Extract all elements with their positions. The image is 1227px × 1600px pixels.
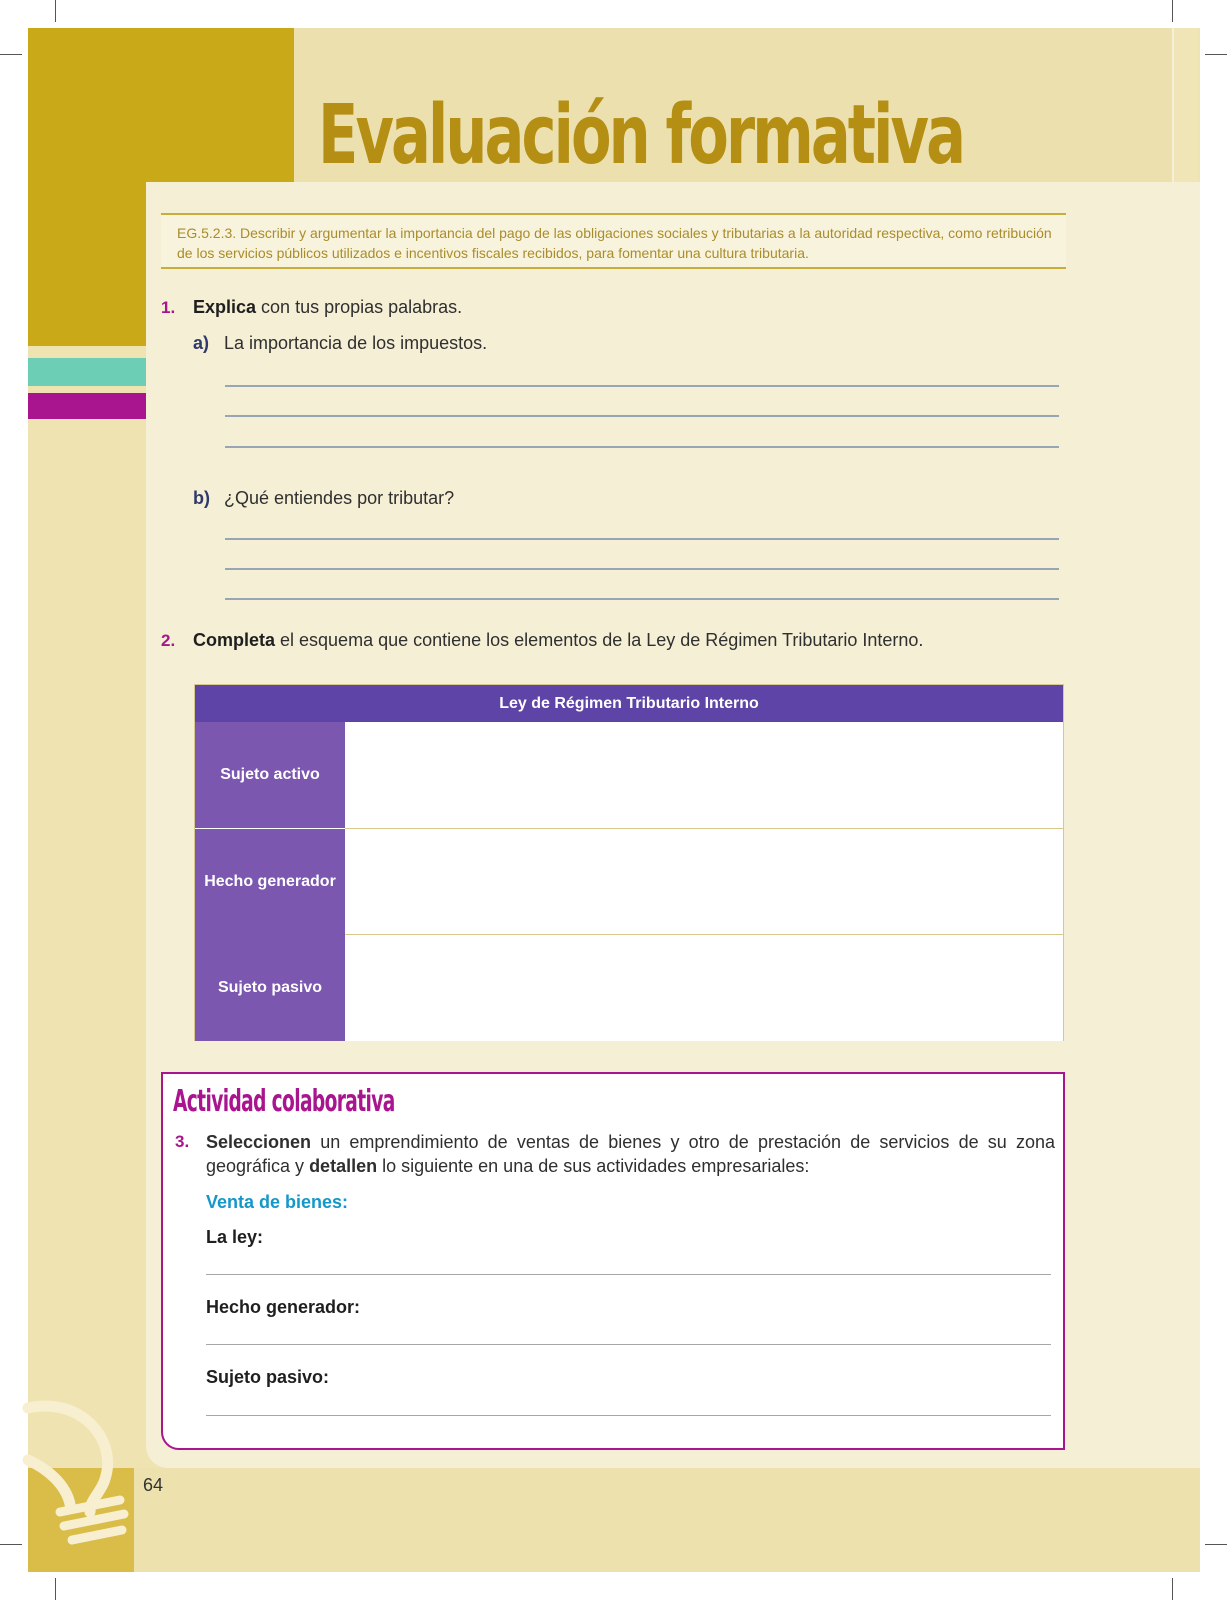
table-header: Ley de Régimen Tributario Interno bbox=[195, 685, 1063, 722]
objective-box bbox=[161, 213, 1066, 269]
table-answer-cell[interactable] bbox=[345, 722, 1063, 828]
table-row-label: Sujeto pasivo bbox=[195, 935, 345, 1041]
question-number: 2. bbox=[161, 631, 176, 650]
crop-mark bbox=[1205, 54, 1227, 55]
question-2-verb: Completa bbox=[193, 630, 276, 650]
question-3-verb-1: Seleccionen bbox=[206, 1132, 312, 1152]
question-1-text bbox=[193, 297, 462, 318]
crop-mark bbox=[55, 0, 56, 22]
crop-mark bbox=[55, 1578, 56, 1600]
question-3-verb-2: detallen bbox=[309, 1156, 378, 1176]
crop-mark bbox=[1205, 1544, 1227, 1545]
question-number: 3. bbox=[175, 1132, 190, 1151]
bottom-band bbox=[28, 1468, 1200, 1572]
teal-accent-bar bbox=[28, 358, 146, 386]
question-1-rest: con tus propias palabras. bbox=[256, 297, 463, 317]
question-2-text bbox=[193, 630, 923, 651]
objective-line-2: de los servicios públicos utilizados e incentivos fiscales recibidos, para fomentar una cultura tributaria. bbox=[177, 245, 809, 261]
table-row-label: Hecho generador bbox=[195, 829, 345, 935]
question-3-text-1: un emprendimiento de ventas de bienes y otro de prestación de servicios de su zona geográfica y bbox=[206, 1132, 1055, 1176]
field-label-sujeto-pasivo: Sujeto pasivo: bbox=[206, 1367, 330, 1387]
crop-mark bbox=[1172, 1578, 1173, 1600]
question-1b bbox=[193, 488, 210, 509]
field-label-ley: La ley: bbox=[206, 1227, 264, 1247]
question-1-verb: Explica bbox=[193, 297, 257, 317]
objective-line-1: EG.5.2.3. Describir y argumentar la importancia del pago de las obligaciones sociales y tributarias a la autoridad respectiva, como retribución bbox=[177, 225, 1052, 241]
subquestion-letter: a) bbox=[193, 333, 210, 353]
answer-line[interactable] bbox=[225, 415, 1059, 417]
question-1b-text: ¿Qué entiendes por tributar? bbox=[224, 488, 455, 508]
answer-line[interactable] bbox=[225, 598, 1059, 600]
table-answer-cell[interactable] bbox=[345, 935, 1063, 1041]
answer-line[interactable] bbox=[206, 1415, 1051, 1416]
question-2 bbox=[161, 631, 175, 651]
question-3-text-2: lo siguiente en una de sus actividades empresariales: bbox=[377, 1156, 810, 1176]
tax-law-table bbox=[194, 684, 1064, 1041]
collaborative-activity-box bbox=[161, 1072, 1065, 1450]
answer-line[interactable] bbox=[225, 568, 1059, 570]
answer-line[interactable] bbox=[206, 1344, 1051, 1345]
answer-line[interactable] bbox=[225, 446, 1059, 448]
magenta-accent-bar bbox=[28, 393, 146, 419]
answer-line[interactable] bbox=[206, 1274, 1051, 1275]
table-row-label: Sujeto activo bbox=[195, 722, 345, 828]
crop-mark bbox=[0, 54, 22, 55]
collaborative-activity-title: Actividad colaborativa bbox=[173, 1084, 395, 1119]
page-title: Evaluación formativa bbox=[318, 88, 964, 183]
field-label-hecho-generador: Hecho generador: bbox=[206, 1297, 361, 1317]
answer-line[interactable] bbox=[225, 385, 1059, 387]
question-2-rest: el esquema que contiene los elementos de la Ley de Régimen Tributario Interno. bbox=[275, 630, 924, 650]
crop-mark bbox=[0, 1544, 22, 1545]
page-number: 64 bbox=[143, 1475, 164, 1495]
question-number: 1. bbox=[161, 298, 176, 317]
table-answer-cell[interactable] bbox=[345, 829, 1063, 935]
question-3-text bbox=[206, 1130, 1055, 1178]
question-1a-text: La importancia de los impuestos. bbox=[224, 333, 488, 353]
answer-line[interactable] bbox=[225, 538, 1059, 540]
question-3 bbox=[175, 1130, 1055, 1178]
section-subtitle: Venta de bienes: bbox=[206, 1192, 349, 1212]
crop-mark bbox=[1172, 0, 1173, 22]
subquestion-letter: b) bbox=[193, 488, 210, 508]
question-1a bbox=[193, 333, 209, 354]
question-1 bbox=[161, 298, 175, 318]
lightbulb-icon bbox=[20, 1400, 140, 1550]
